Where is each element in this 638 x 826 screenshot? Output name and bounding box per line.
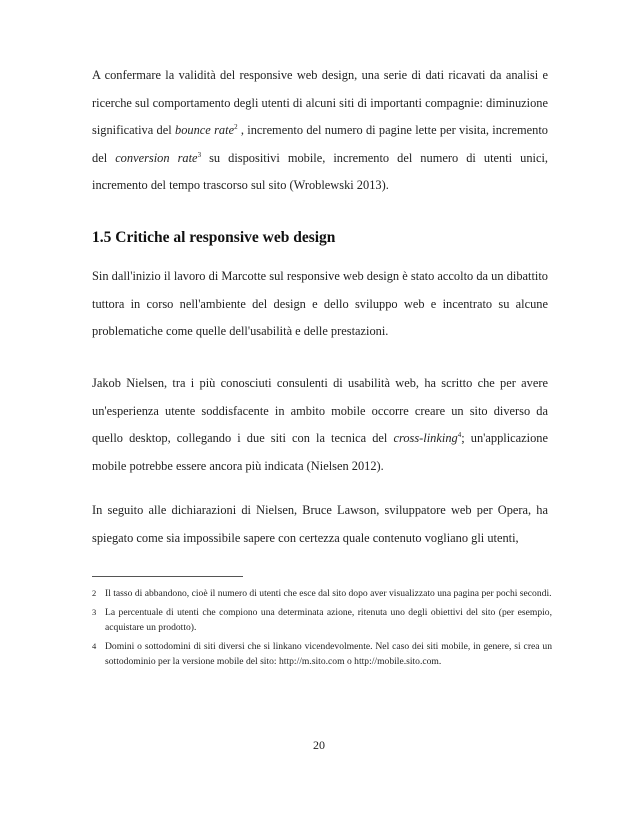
- footnote-ref-4: 4: [457, 430, 462, 439]
- paragraph-1-text: [92, 62, 548, 200]
- paragraph-1-text-b: , incremento del numero di pagine lette per visita, incremento del: [92, 123, 549, 165]
- footnote-text: Domini o sottodomini di siti diversi che si linkano vicendevolmente. Nel caso dei siti mobile, in genere, si crea un sottodominio per la versione mobile del sito: http://m.sito.com o http://mobile.sito.com.: [105, 641, 552, 667]
- paragraph-3-text-b: ; un'applicazione mobile potrebbe essere ancora più indicata (Nielsen 2012).: [92, 431, 548, 473]
- paragraph-criticism-intro: [92, 263, 548, 346]
- footnote-ref-2: 2: [234, 122, 238, 131]
- term-cross-linking: cross-linking: [393, 431, 458, 445]
- paragraph-lawson: [92, 497, 548, 552]
- paragraph-3-text: [92, 370, 548, 480]
- footnote-ref-3: 3: [197, 150, 202, 159]
- paragraph-nielsen: [92, 370, 548, 480]
- paragraph-1-text-a: A confermare la validità del responsive web design, una serie di dati ricavati da analisi e ricerche sul comportamento degli utenti di alcuni siti di importanti compagnie: diminuzione significativa del: [92, 68, 548, 137]
- footnote-text: Il tasso di abbandono, cioè il numero di utenti che esce dal sito dopo aver visualizzato una pagina per pochi secondi.: [105, 588, 552, 599]
- footnote-item: [92, 605, 552, 635]
- page-number: 20: [313, 738, 325, 752]
- term-bounce-rate: bounce rate: [175, 123, 235, 137]
- footnote-number: 2: [92, 588, 97, 598]
- term-conversion-rate: conversion rate: [115, 150, 198, 165]
- footnote-item: [92, 639, 552, 669]
- paragraph-3-text-a: Jakob Nielsen, tra i più conosciuti consulenti di usabilità web, ha scritto che per avere un'esperienza utente soddisfacente in ambito mobile occorre creare un sito diverso da quello desktop, collegando i due siti con la tecnica del: [92, 376, 548, 445]
- footnote-text: La percentuale di utenti che compiono una determinata azione, ritenuta uno degli obiettivi del sito (per esempio, acquistare un prodotto).: [105, 607, 552, 633]
- paragraph-4-text: In seguito alle dichiarazioni di Nielsen, Bruce Lawson, sviluppatore web per Opera, ha spiegato come sia impossibile sapere con certezza quale contenuto vogliano gli utenti,: [92, 503, 548, 545]
- footnote-item: [92, 586, 552, 601]
- paragraph-2-text: Sin dall'inizio il lavoro di Marcotte sul responsive web design è stato accolto da un dibattito tuttora in corso nell'ambiente del design e dello sviluppo web e incentrato su alcune problematiche come quelle dell'usabilità e delle prestazioni.: [92, 269, 548, 338]
- footnote-separator: [92, 576, 243, 577]
- paragraph-1-text-c: su dispositivi mobile, incremento del numero di utenti unici, incremento del tempo trascorso sul sito (Wroblewski 2013).: [92, 150, 548, 192]
- section-heading: 1.5 Critiche al responsive web design: [92, 229, 336, 246]
- footnotes: [92, 586, 552, 673]
- paragraph-validation-data: [92, 62, 548, 200]
- footnote-number: 4: [92, 641, 97, 651]
- footnote-number: 3: [92, 607, 97, 617]
